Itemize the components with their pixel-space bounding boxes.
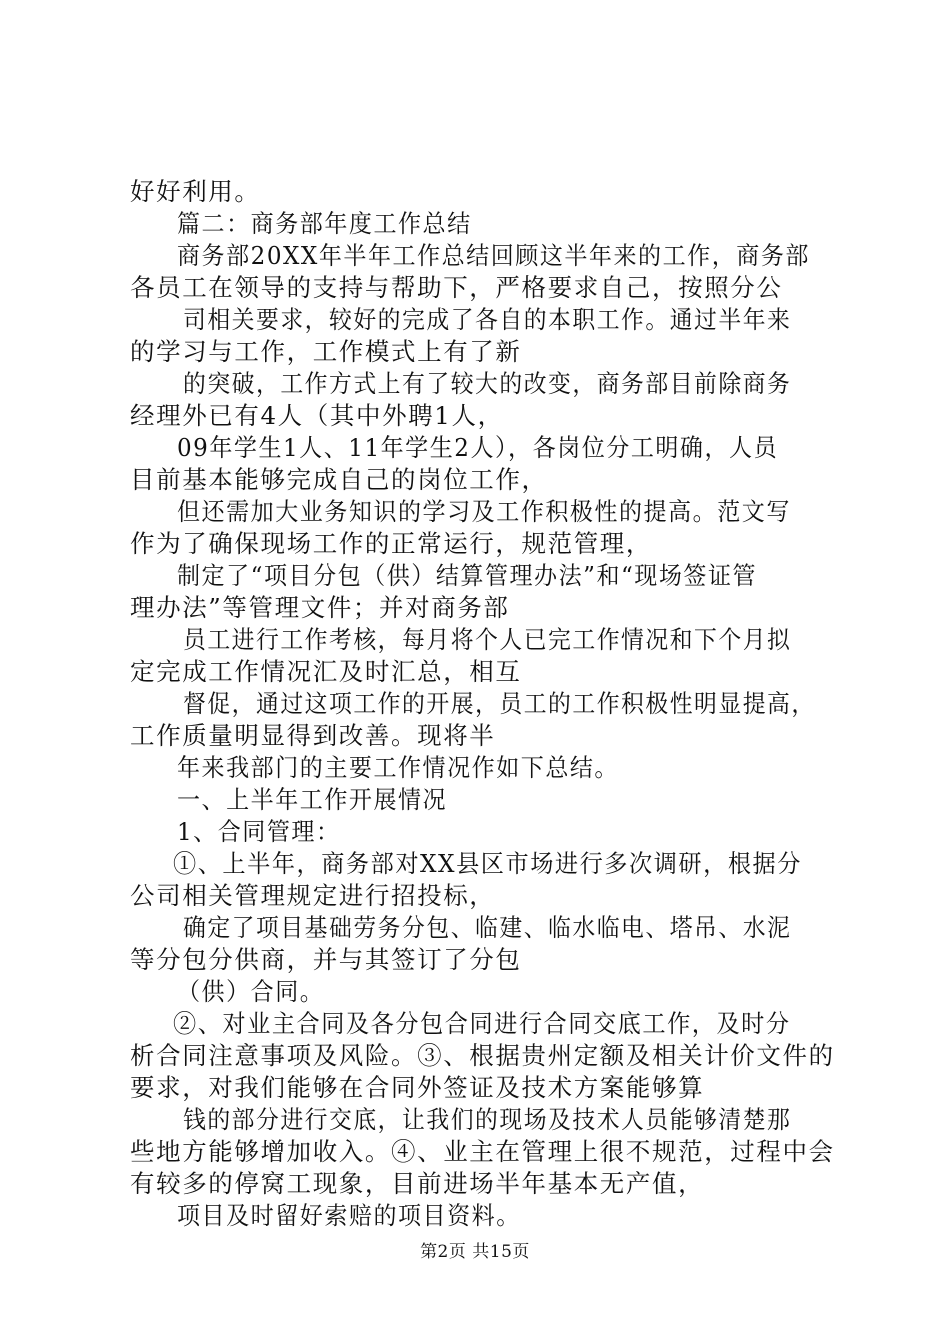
body-line-1: 好好利用。 — [130, 177, 261, 206]
body-line-22: ①、上半年，商务部对XX县区市场进行多次调研，根据分 — [173, 849, 802, 878]
body-line-17: 督促，通过这项工作的开展，员工的工作积极性明显提高， — [183, 689, 816, 718]
body-line-7: 的突破，工作方式上有了较大的改变，商务部目前除商务 — [183, 369, 792, 398]
body-line-33: 项目及时留好索赔的项目资料。 — [177, 1201, 521, 1230]
section-heading: 篇二：商务部年度工作总结 — [177, 209, 472, 238]
body-line-29: 要求，对我们能够在合同外签证及技术方案能够算 — [130, 1073, 705, 1102]
body-line-31: 些地方能够增加收入。④、业主在管理上很不规范，过程中会 — [130, 1137, 835, 1166]
body-line-18: 工作质量明显得到改善。现将半 — [130, 721, 496, 750]
body-line-14: 理办法”等管理文件；并对商务部 — [130, 593, 510, 622]
body-line-24: 确定了项目基础劳务分包、临建、临水临电、塔吊、水泥 — [183, 913, 792, 942]
subsection-heading: 一、上半年工作开展情况 — [177, 785, 448, 814]
item-heading: 1、合同管理： — [177, 817, 341, 846]
body-line-3: 商务部20XX年半年工作总结回顾这半年来的工作，商务部 — [177, 241, 810, 270]
body-line-15: 员工进行工作考核，每月将个人已完工作情况和下个月拟 — [183, 625, 792, 654]
body-line-16: 定完成工作情况汇及时汇总，相互 — [130, 657, 522, 686]
body-line-26: （供）合同。 — [177, 977, 325, 1006]
body-line-30: 钱的部分进行交底，让我们的现场及技术人员能够清楚那 — [183, 1105, 792, 1134]
body-line-10: 目前基本能够完成自己的岗位工作， — [130, 465, 548, 494]
body-line-32: 有较多的停窝工现象，目前进场半年基本无产值， — [130, 1169, 705, 1198]
body-line-8: 经理外已有4人（其中外聘1人， — [130, 401, 504, 430]
body-line-23: 公司相关管理规定进行招投标， — [130, 881, 496, 910]
body-line-5: 司相关要求，较好的完成了各自的本职工作。通过半年来 — [183, 305, 792, 334]
page-number-footer: 第2页 共15页 — [420, 1242, 530, 1262]
body-line-27: ②、对业主合同及各分包合同进行合同交底工作，及时分 — [173, 1009, 791, 1038]
body-line-19: 年来我部门的主要工作情况作如下总结。 — [177, 753, 619, 782]
body-line-13: 制定了“项目分包（供）结算管理办法”和“现场签证管 — [177, 561, 758, 590]
body-line-25: 等分包分供商，并与其签订了分包 — [130, 945, 522, 974]
body-line-28: 析合同注意事项及风险。③、根据贵州定额及相关计价文件的 — [130, 1041, 835, 1070]
body-line-4: 各员工在领导的支持与帮助下，严格要求自己，按照分公 — [130, 273, 783, 302]
body-line-9: 09年学生1人、11年学生2人），各岗位分工明确，人员 — [177, 433, 779, 462]
body-line-6: 的学习与工作，工作模式上有了新 — [130, 337, 522, 366]
body-line-11: 但还需加大业务知识的学习及工作积极性的提高。范文写 — [177, 497, 791, 526]
body-line-12: 作为了确保现场工作的正常运行，规范管理， — [130, 529, 652, 558]
